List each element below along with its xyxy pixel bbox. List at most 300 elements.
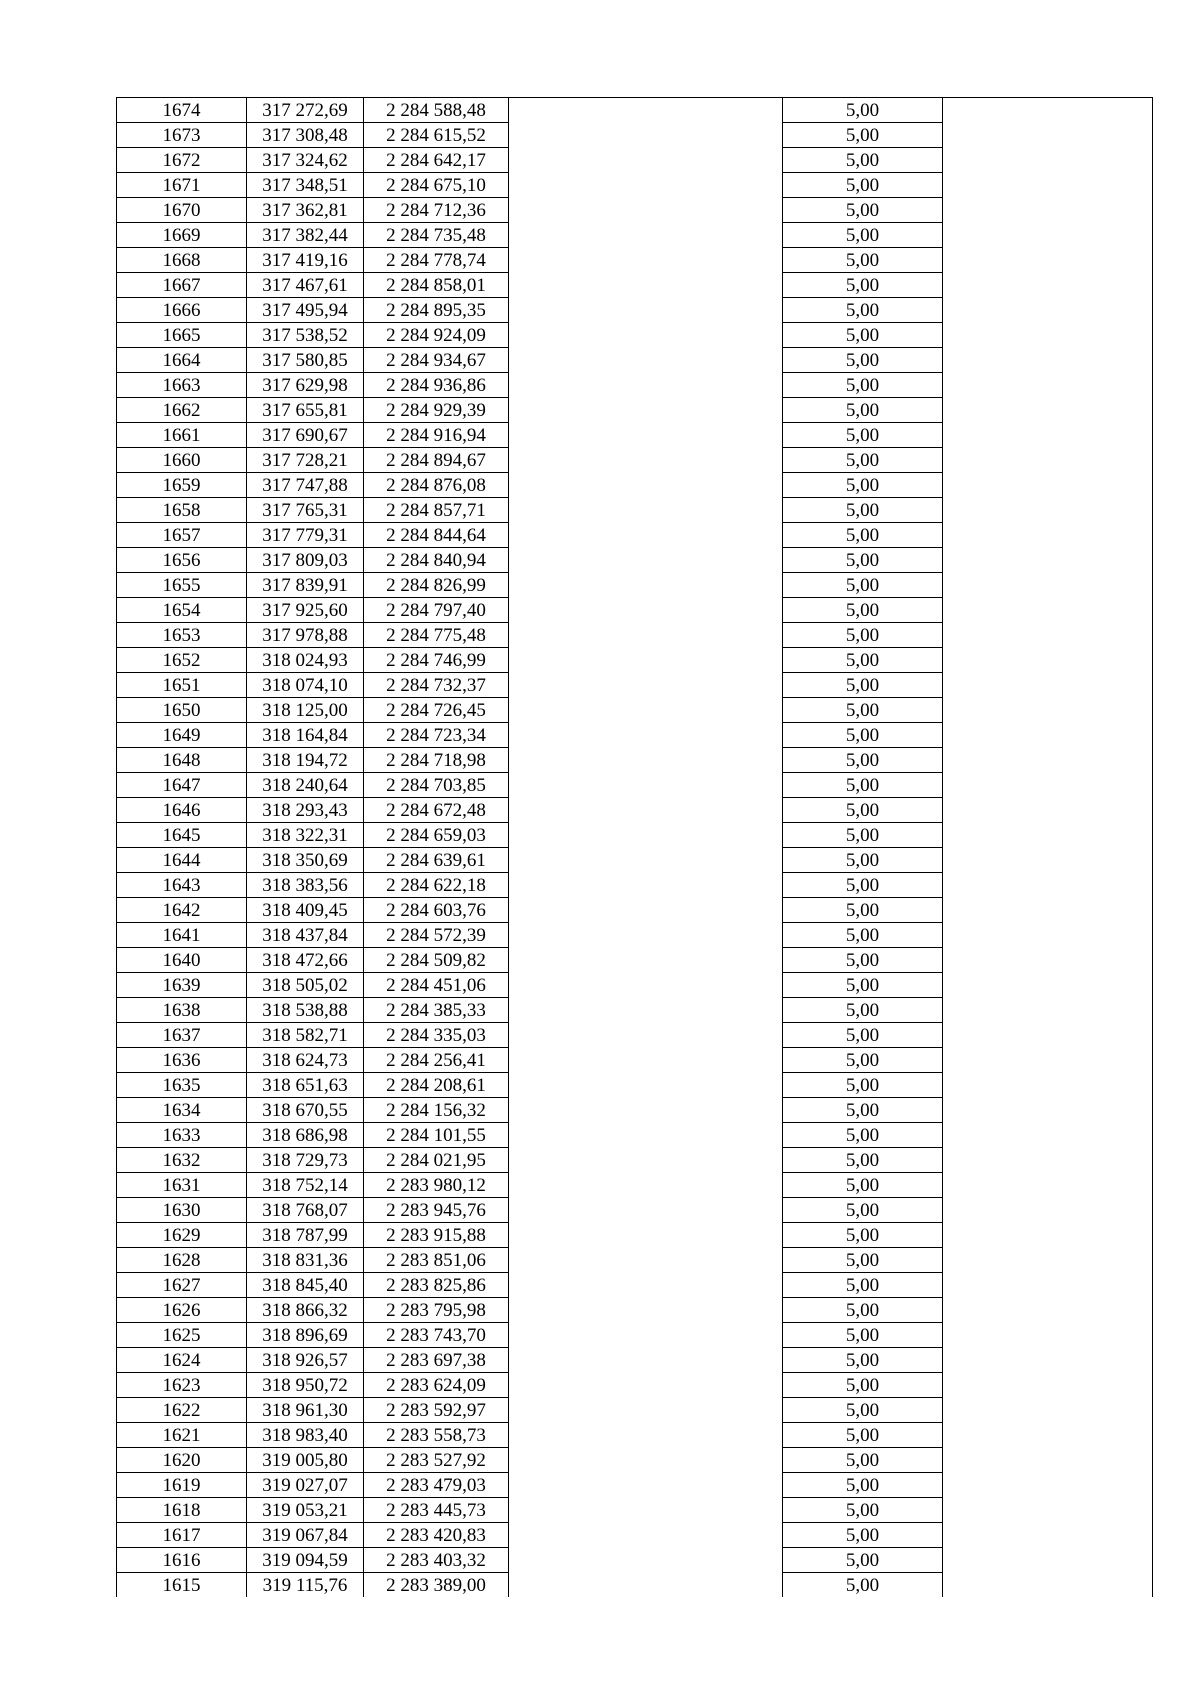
table-row (117, 523, 1153, 548)
y-coordinate-cell: 2 284 735,48 (364, 223, 509, 248)
point-number-cell: 1622 (117, 1398, 247, 1423)
point-number-cell: 1621 (117, 1423, 247, 1448)
blank-cell (509, 1548, 783, 1573)
point-number-cell: 1629 (117, 1223, 247, 1248)
y-coordinate-cell: 2 284 924,09 (364, 323, 509, 348)
blank-cell (509, 1048, 783, 1073)
y-coordinate-cell: 2 284 726,45 (364, 698, 509, 723)
x-coordinate-cell: 319 067,84 (247, 1523, 364, 1548)
y-coordinate-cell: 2 284 642,17 (364, 148, 509, 173)
accuracy-cell: 5,00 (783, 573, 943, 598)
table-row (117, 248, 1153, 273)
table-row (117, 823, 1153, 848)
table-row (117, 1573, 1153, 1598)
table-row (117, 198, 1153, 223)
table-row (117, 623, 1153, 648)
y-coordinate-cell: 2 283 403,32 (364, 1548, 509, 1573)
x-coordinate-cell: 317 272,69 (247, 98, 364, 123)
point-number-cell: 1661 (117, 423, 247, 448)
table-row (117, 1123, 1153, 1148)
y-coordinate-cell: 2 283 527,92 (364, 1448, 509, 1473)
blank-cell (509, 773, 783, 798)
blank-cell (509, 598, 783, 623)
blank-cell (943, 748, 1153, 773)
x-coordinate-cell: 317 419,16 (247, 248, 364, 273)
x-coordinate-cell: 317 308,48 (247, 123, 364, 148)
y-coordinate-cell: 2 284 840,94 (364, 548, 509, 573)
table-row (117, 1423, 1153, 1448)
blank-cell (943, 898, 1153, 923)
accuracy-cell: 5,00 (783, 748, 943, 773)
point-number-cell: 1623 (117, 1373, 247, 1398)
x-coordinate-cell: 318 686,98 (247, 1123, 364, 1148)
blank-cell (509, 1423, 783, 1448)
x-coordinate-cell: 318 729,73 (247, 1148, 364, 1173)
blank-cell (509, 1323, 783, 1348)
table-row (117, 1023, 1153, 1048)
blank-cell (509, 698, 783, 723)
blank-cell (509, 923, 783, 948)
blank-cell (943, 498, 1153, 523)
y-coordinate-cell: 2 283 624,09 (364, 1373, 509, 1398)
blank-cell (943, 1523, 1153, 1548)
y-coordinate-cell: 2 284 675,10 (364, 173, 509, 198)
blank-cell (509, 223, 783, 248)
blank-cell (509, 798, 783, 823)
point-number-cell: 1673 (117, 123, 247, 148)
point-number-cell: 1654 (117, 598, 247, 623)
table-row (117, 398, 1153, 423)
table-row (117, 1448, 1153, 1473)
y-coordinate-cell: 2 284 639,61 (364, 848, 509, 873)
table-row (117, 373, 1153, 398)
table-row (117, 1273, 1153, 1298)
blank-cell (509, 1223, 783, 1248)
y-coordinate-cell: 2 284 208,61 (364, 1073, 509, 1098)
table-row (117, 1048, 1153, 1073)
y-coordinate-cell: 2 283 743,70 (364, 1323, 509, 1348)
blank-cell (509, 823, 783, 848)
blank-cell (509, 648, 783, 673)
accuracy-cell: 5,00 (783, 823, 943, 848)
y-coordinate-cell: 2 284 929,39 (364, 398, 509, 423)
x-coordinate-cell: 317 629,98 (247, 373, 364, 398)
x-coordinate-cell: 318 074,10 (247, 673, 364, 698)
accuracy-cell: 5,00 (783, 1173, 943, 1198)
blank-cell (943, 348, 1153, 373)
blank-cell (509, 973, 783, 998)
x-coordinate-cell: 318 024,93 (247, 648, 364, 673)
blank-cell (509, 898, 783, 923)
blank-cell (509, 1023, 783, 1048)
point-number-cell: 1667 (117, 273, 247, 298)
table-row (117, 598, 1153, 623)
blank-cell (509, 1373, 783, 1398)
y-coordinate-cell: 2 283 825,86 (364, 1273, 509, 1298)
accuracy-cell: 5,00 (783, 873, 943, 898)
accuracy-cell: 5,00 (783, 1198, 943, 1223)
y-coordinate-cell: 2 283 945,76 (364, 1198, 509, 1223)
y-coordinate-cell: 2 284 732,37 (364, 673, 509, 698)
accuracy-cell: 5,00 (783, 1323, 943, 1348)
blank-cell (509, 673, 783, 698)
blank-cell (509, 1398, 783, 1423)
blank-cell (509, 548, 783, 573)
blank-cell (943, 648, 1153, 673)
x-coordinate-cell: 318 293,43 (247, 798, 364, 823)
y-coordinate-cell: 2 283 915,88 (364, 1223, 509, 1248)
x-coordinate-cell: 317 779,31 (247, 523, 364, 548)
accuracy-cell: 5,00 (783, 473, 943, 498)
accuracy-cell: 5,00 (783, 1223, 943, 1248)
blank-cell (943, 873, 1153, 898)
point-number-cell: 1655 (117, 573, 247, 598)
x-coordinate-cell: 319 027,07 (247, 1473, 364, 1498)
y-coordinate-cell: 2 283 697,38 (364, 1348, 509, 1373)
accuracy-cell: 5,00 (783, 998, 943, 1023)
x-coordinate-cell: 318 896,69 (247, 1323, 364, 1348)
accuracy-cell: 5,00 (783, 373, 943, 398)
point-number-cell: 1665 (117, 323, 247, 348)
x-coordinate-cell: 318 845,40 (247, 1273, 364, 1298)
table-row (117, 1323, 1153, 1348)
blank-cell (943, 423, 1153, 448)
accuracy-cell: 5,00 (783, 1523, 943, 1548)
y-coordinate-cell: 2 284 509,82 (364, 948, 509, 973)
accuracy-cell: 5,00 (783, 223, 943, 248)
blank-cell (943, 1323, 1153, 1348)
point-number-cell: 1641 (117, 923, 247, 948)
y-coordinate-cell: 2 284 857,71 (364, 498, 509, 523)
table-row (117, 1498, 1153, 1523)
blank-cell (509, 1573, 783, 1598)
blank-cell (943, 1373, 1153, 1398)
table-row (117, 473, 1153, 498)
point-number-cell: 1625 (117, 1323, 247, 1348)
point-number-cell: 1617 (117, 1523, 247, 1548)
accuracy-cell: 5,00 (783, 273, 943, 298)
blank-cell (509, 123, 783, 148)
table-row (117, 1523, 1153, 1548)
blank-cell (509, 948, 783, 973)
table-row (117, 773, 1153, 798)
blank-cell (509, 373, 783, 398)
y-coordinate-cell: 2 284 385,33 (364, 998, 509, 1023)
point-number-cell: 1645 (117, 823, 247, 848)
y-coordinate-cell: 2 284 826,99 (364, 573, 509, 598)
blank-cell (509, 1448, 783, 1473)
accuracy-cell: 5,00 (783, 1048, 943, 1073)
blank-cell (509, 1198, 783, 1223)
x-coordinate-cell: 318 472,66 (247, 948, 364, 973)
blank-cell (509, 623, 783, 648)
blank-cell (509, 1148, 783, 1173)
blank-cell (943, 1448, 1153, 1473)
point-number-cell: 1619 (117, 1473, 247, 1498)
x-coordinate-cell: 318 409,45 (247, 898, 364, 923)
accuracy-cell: 5,00 (783, 1498, 943, 1523)
table-row (117, 1298, 1153, 1323)
accuracy-cell: 5,00 (783, 98, 943, 123)
point-number-cell: 1650 (117, 698, 247, 723)
table-row (117, 1373, 1153, 1398)
blank-cell (943, 323, 1153, 348)
table-row (117, 123, 1153, 148)
y-coordinate-cell: 2 283 980,12 (364, 1173, 509, 1198)
table-row (117, 273, 1153, 298)
point-number-cell: 1668 (117, 248, 247, 273)
blank-cell (943, 723, 1153, 748)
point-number-cell: 1670 (117, 198, 247, 223)
blank-cell (509, 748, 783, 773)
y-coordinate-cell: 2 284 256,41 (364, 1048, 509, 1073)
x-coordinate-cell: 318 194,72 (247, 748, 364, 773)
x-coordinate-cell: 317 655,81 (247, 398, 364, 423)
accuracy-cell: 5,00 (783, 323, 943, 348)
x-coordinate-cell: 318 322,31 (247, 823, 364, 848)
accuracy-cell: 5,00 (783, 348, 943, 373)
y-coordinate-cell: 2 284 895,35 (364, 298, 509, 323)
x-coordinate-cell: 317 495,94 (247, 298, 364, 323)
blank-cell (943, 1223, 1153, 1248)
blank-cell (943, 1548, 1153, 1573)
accuracy-cell: 5,00 (783, 1448, 943, 1473)
y-coordinate-cell: 2 284 916,94 (364, 423, 509, 448)
point-number-cell: 1662 (117, 398, 247, 423)
point-number-cell: 1674 (117, 98, 247, 123)
x-coordinate-cell: 318 350,69 (247, 848, 364, 873)
point-number-cell: 1640 (117, 948, 247, 973)
accuracy-cell: 5,00 (783, 1148, 943, 1173)
table-row (117, 923, 1153, 948)
point-number-cell: 1632 (117, 1148, 247, 1173)
blank-cell (943, 848, 1153, 873)
blank-cell (509, 198, 783, 223)
accuracy-cell: 5,00 (783, 973, 943, 998)
y-coordinate-cell: 2 284 603,76 (364, 898, 509, 923)
point-number-cell: 1633 (117, 1123, 247, 1148)
y-coordinate-cell: 2 284 156,32 (364, 1098, 509, 1123)
x-coordinate-cell: 318 670,55 (247, 1098, 364, 1123)
table-row (117, 223, 1153, 248)
accuracy-cell: 5,00 (783, 448, 943, 473)
y-coordinate-cell: 2 284 572,39 (364, 923, 509, 948)
y-coordinate-cell: 2 284 712,36 (364, 198, 509, 223)
accuracy-cell: 5,00 (783, 898, 943, 923)
x-coordinate-cell: 317 580,85 (247, 348, 364, 373)
table-row (117, 798, 1153, 823)
accuracy-cell: 5,00 (783, 1073, 943, 1098)
blank-cell (509, 723, 783, 748)
y-coordinate-cell: 2 284 858,01 (364, 273, 509, 298)
table-row (117, 298, 1153, 323)
x-coordinate-cell: 318 983,40 (247, 1423, 364, 1448)
x-coordinate-cell: 319 115,76 (247, 1573, 364, 1598)
blank-cell (509, 473, 783, 498)
y-coordinate-cell: 2 284 934,67 (364, 348, 509, 373)
y-coordinate-cell: 2 284 718,98 (364, 748, 509, 773)
point-number-cell: 1628 (117, 1248, 247, 1273)
y-coordinate-cell: 2 283 420,83 (364, 1523, 509, 1548)
blank-cell (943, 823, 1153, 848)
blank-cell (509, 298, 783, 323)
blank-cell (943, 1573, 1153, 1598)
y-coordinate-cell: 2 284 335,03 (364, 1023, 509, 1048)
blank-cell (943, 798, 1153, 823)
y-coordinate-cell: 2 284 876,08 (364, 473, 509, 498)
table-row (117, 1548, 1153, 1573)
y-coordinate-cell: 2 284 451,06 (364, 973, 509, 998)
y-coordinate-cell: 2 284 021,95 (364, 1148, 509, 1173)
table-row (117, 998, 1153, 1023)
x-coordinate-cell: 317 382,44 (247, 223, 364, 248)
blank-cell (509, 1123, 783, 1148)
y-coordinate-cell: 2 283 851,06 (364, 1248, 509, 1273)
blank-cell (509, 1298, 783, 1323)
x-coordinate-cell: 318 538,88 (247, 998, 364, 1023)
accuracy-cell: 5,00 (783, 1373, 943, 1398)
y-coordinate-cell: 2 284 659,03 (364, 823, 509, 848)
accuracy-cell: 5,00 (783, 1273, 943, 1298)
blank-cell (509, 148, 783, 173)
accuracy-cell: 5,00 (783, 1423, 943, 1448)
accuracy-cell: 5,00 (783, 698, 943, 723)
accuracy-cell: 5,00 (783, 1098, 943, 1123)
table-row (117, 173, 1153, 198)
blank-cell (509, 1248, 783, 1273)
accuracy-cell: 5,00 (783, 1548, 943, 1573)
accuracy-cell: 5,00 (783, 423, 943, 448)
blank-cell (943, 548, 1153, 573)
y-coordinate-cell: 2 284 615,52 (364, 123, 509, 148)
blank-cell (943, 1073, 1153, 1098)
point-number-cell: 1671 (117, 173, 247, 198)
x-coordinate-cell: 318 950,72 (247, 1373, 364, 1398)
table-row (117, 948, 1153, 973)
blank-cell (943, 573, 1153, 598)
blank-cell (943, 523, 1153, 548)
y-coordinate-cell: 2 284 778,74 (364, 248, 509, 273)
x-coordinate-cell: 317 925,60 (247, 598, 364, 623)
x-coordinate-cell: 318 624,73 (247, 1048, 364, 1073)
accuracy-cell: 5,00 (783, 798, 943, 823)
blank-cell (509, 248, 783, 273)
blank-cell (943, 923, 1153, 948)
coordinates-table-body (117, 98, 1153, 1598)
point-number-cell: 1658 (117, 498, 247, 523)
blank-cell (943, 123, 1153, 148)
accuracy-cell: 5,00 (783, 173, 943, 198)
blank-cell (943, 973, 1153, 998)
table-row (117, 1223, 1153, 1248)
x-coordinate-cell: 317 362,81 (247, 198, 364, 223)
accuracy-cell: 5,00 (783, 948, 943, 973)
y-coordinate-cell: 2 284 101,55 (364, 1123, 509, 1148)
blank-cell (943, 1498, 1153, 1523)
point-number-cell: 1669 (117, 223, 247, 248)
accuracy-cell: 5,00 (783, 1573, 943, 1598)
accuracy-cell: 5,00 (783, 1298, 943, 1323)
y-coordinate-cell: 2 283 389,00 (364, 1573, 509, 1598)
blank-cell (943, 1123, 1153, 1148)
table-row (117, 873, 1153, 898)
blank-cell (943, 598, 1153, 623)
point-number-cell: 1663 (117, 373, 247, 398)
table-row (117, 1473, 1153, 1498)
accuracy-cell: 5,00 (783, 523, 943, 548)
point-number-cell: 1656 (117, 548, 247, 573)
blank-cell (509, 1173, 783, 1198)
y-coordinate-cell: 2 284 775,48 (364, 623, 509, 648)
point-number-cell: 1624 (117, 1348, 247, 1373)
x-coordinate-cell: 318 125,00 (247, 698, 364, 723)
accuracy-cell: 5,00 (783, 1348, 943, 1373)
accuracy-cell: 5,00 (783, 723, 943, 748)
blank-cell (943, 1398, 1153, 1423)
point-number-cell: 1660 (117, 448, 247, 473)
accuracy-cell: 5,00 (783, 123, 943, 148)
blank-cell (509, 348, 783, 373)
accuracy-cell: 5,00 (783, 1123, 943, 1148)
blank-cell (509, 1498, 783, 1523)
x-coordinate-cell: 317 747,88 (247, 473, 364, 498)
point-number-cell: 1651 (117, 673, 247, 698)
table-row (117, 973, 1153, 998)
blank-cell (943, 248, 1153, 273)
blank-cell (509, 323, 783, 348)
accuracy-cell: 5,00 (783, 598, 943, 623)
blank-cell (509, 1098, 783, 1123)
table-row (117, 573, 1153, 598)
accuracy-cell: 5,00 (783, 923, 943, 948)
x-coordinate-cell: 318 240,64 (247, 773, 364, 798)
x-coordinate-cell: 318 505,02 (247, 973, 364, 998)
blank-cell (943, 1273, 1153, 1298)
blank-cell (943, 1023, 1153, 1048)
table-row (117, 1073, 1153, 1098)
blank-cell (943, 173, 1153, 198)
table-row (117, 698, 1153, 723)
blank-cell (509, 173, 783, 198)
y-coordinate-cell: 2 284 703,85 (364, 773, 509, 798)
y-coordinate-cell: 2 283 445,73 (364, 1498, 509, 1523)
point-number-cell: 1638 (117, 998, 247, 1023)
blank-cell (943, 1423, 1153, 1448)
accuracy-cell: 5,00 (783, 1023, 943, 1048)
point-number-cell: 1618 (117, 1498, 247, 1523)
point-number-cell: 1652 (117, 648, 247, 673)
blank-cell (509, 998, 783, 1023)
point-number-cell: 1627 (117, 1273, 247, 1298)
y-coordinate-cell: 2 284 746,99 (364, 648, 509, 673)
blank-cell (509, 398, 783, 423)
y-coordinate-cell: 2 283 558,73 (364, 1423, 509, 1448)
blank-cell (509, 1273, 783, 1298)
table-row (117, 548, 1153, 573)
point-number-cell: 1664 (117, 348, 247, 373)
blank-cell (509, 523, 783, 548)
table-row (117, 723, 1153, 748)
x-coordinate-cell: 317 809,03 (247, 548, 364, 573)
table-row (117, 1248, 1153, 1273)
accuracy-cell: 5,00 (783, 398, 943, 423)
x-coordinate-cell: 318 787,99 (247, 1223, 364, 1248)
point-number-cell: 1626 (117, 1298, 247, 1323)
accuracy-cell: 5,00 (783, 623, 943, 648)
point-number-cell: 1637 (117, 1023, 247, 1048)
table-row (117, 648, 1153, 673)
point-number-cell: 1615 (117, 1573, 247, 1598)
